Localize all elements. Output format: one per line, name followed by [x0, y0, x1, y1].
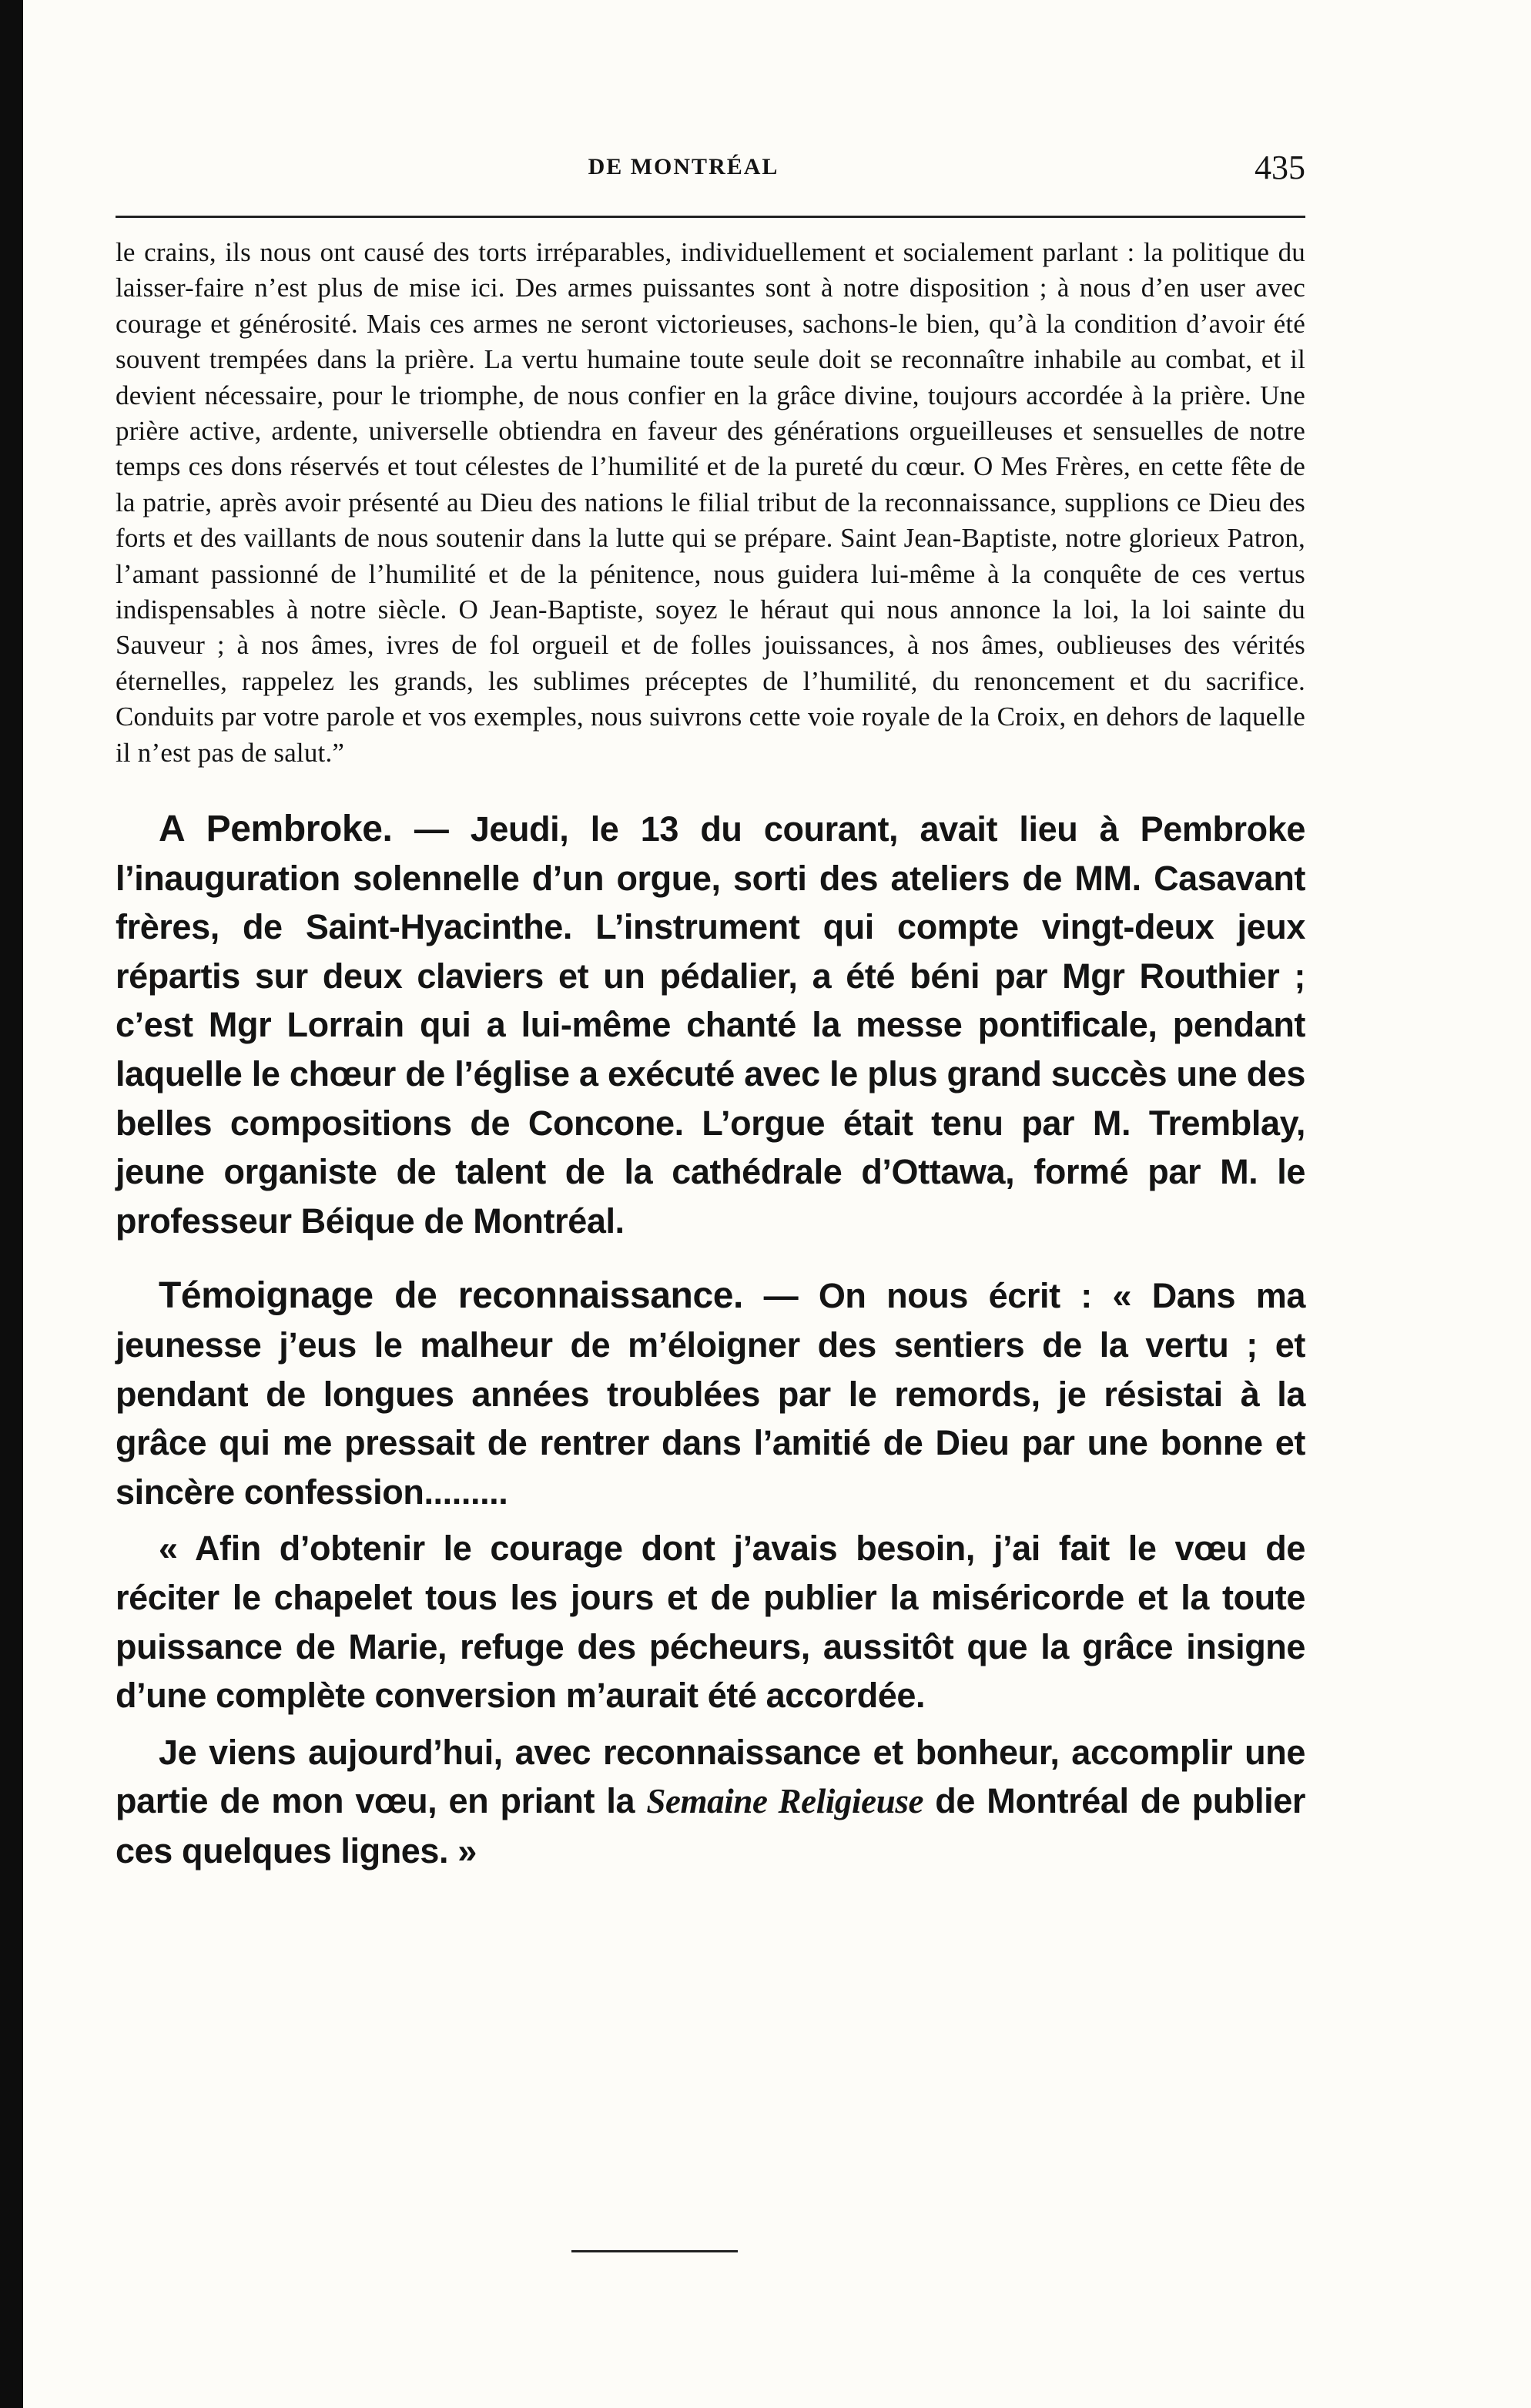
page-header	[116, 123, 1305, 186]
header-rule	[116, 216, 1305, 218]
pembroke-text: — Jeudi, le 13 du courant, avait lieu à Pembroke l’inauguration solennelle d’un orgue, sorti des ateliers de MM. Casavant frères, de Saint-Hyacinthe. L’instrument qui compte vingt-deux jeux répartis sur deux claviers et un pédalier, a été béni par Mgr Routhier ; c’est Mgr Lorrain qui a lui-même chanté la messe pontificale, pendant laquelle le chœur de l’église a exécuté avec le plus grand succès une des belles compositions de Concone. L’orgue était tenu par M. Tremblay, jeune organiste de talent de la cathédrale d’Ottawa, formé par M. le professeur Béique de Montréal.	[116, 809, 1305, 1241]
book-page	[116, 123, 1305, 1876]
quote-paragraph: le crains, ils nous ont causé des torts irréparables, individuellement et socialement parlant : la politique du laisser-faire n’est plus de mise ici. Des armes puissantes sont à notre disposition ; à nous d’en user avec courage et générosité. Mais ces armes ne seront victorieuses, sachons-le bien, qu’à la condition d’avoir été souvent trempées dans la prière. La vertu humaine toute seule doit se reconnaître inhabile au combat, et il devient nécessaire, pour le triomphe, de nous confier en la grâce divine, toujours accordée à la prière. Une prière active, ardente, universelle obtiendra en faveur des générations orgueilleuses et sensuelles de notre temps ces dons réservés et tout célestes de l’humilité et de la pureté du cœur. O Mes Frères, en cette fête de la patrie, après avoir présenté au Dieu des nations le filial tribut de la reconnaissance, supplions ce Dieu des forts et des vaillants de nous soutenir dans la lutte qui se prépare. Saint Jean-Baptiste, notre glorieux Patron, l’amant passionné de l’humilité et de la pénitence, nous guidera lui-même à la conquête de ces vertus indispensables à notre siècle. O Jean-Baptiste, soyez le héraut qui nous annonce la loi, la loi sainte du Sauveur ; à nos âmes, ivres de fol orgueil et de folles jouissances, à nos âmes, oublieuses des vérités éternelles, rappelez les grands, les sublimes préceptes de l’humilité, du renoncement et du sacrifice. Conduits par votre parole et vos exemples, nous suivrons cette voie royale de la Croix, en dehors de laquelle il n’est pas de salut.”	[116, 237, 1305, 768]
temoignage-paragraph-3: Je viens aujourd’hui, avec reconnaissance et bonheur, accomplir une partie de mon vœu, en priant la Semaine Religieuse de Montréal de publier ces quelques lignes. »	[116, 1732, 1305, 1870]
publication-title: Semaine Religieuse	[646, 1782, 924, 1821]
article-pembroke	[116, 805, 1305, 1245]
temoignage-paragraph-2: « Afin d’obtenir le courage dont j’avais besoin, j’ai fait le vœu de réciter le chapelet tous les jours et de publier la miséricorde et la toute puissance de Marie, refuge des pécheurs, aussitôt que la grâce insigne d’une complète conversion m’aurait été accordée.	[116, 1529, 1305, 1716]
end-rule	[571, 2250, 738, 2252]
article-temoignage	[116, 1271, 1305, 1875]
page-number: 435	[1255, 149, 1305, 186]
scan-edge-shadow	[0, 0, 23, 2408]
pembroke-heading: A Pembroke.	[159, 809, 393, 850]
temoignage-paragraph-1	[116, 1271, 1305, 1516]
temoignage-heading: Témoignage de reconnaissance.	[159, 1275, 743, 1317]
pembroke-paragraph	[116, 805, 1305, 1245]
temoignage-text: — On nous écrit : « Dans ma jeunesse j’eus le malheur de m’éloigner des sentiers de la vertu ; et pendant de longues années troublées par le remords, je résistai à la grâce qui me pressait de rentrer dans l’amitié de Dieu par une bonne et sincère confession.........	[116, 1276, 1305, 1512]
running-title: DE MONTRÉAL	[588, 154, 779, 179]
